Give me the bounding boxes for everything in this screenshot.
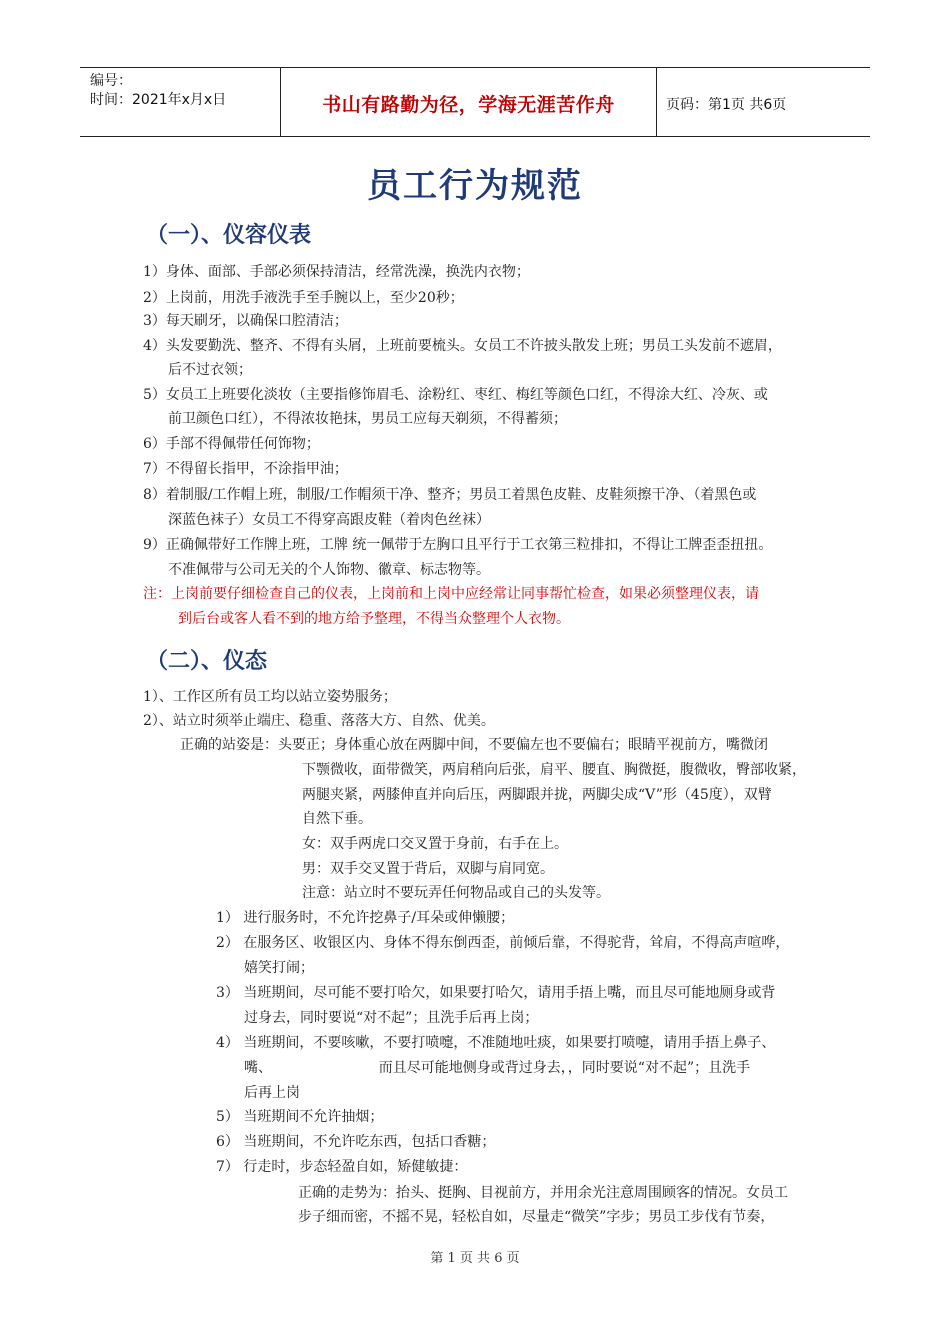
time-label: 时间：2021年x月x日 bbox=[90, 92, 227, 108]
list-item: 3）每天刷牙，以确保口腔清洁； bbox=[143, 313, 348, 329]
list-item-continuation: 前卫颜色口红），不得浓妆艳抹，男员工应每天剃须，不得蓄须； bbox=[168, 411, 567, 427]
number-label: 编号： bbox=[90, 73, 132, 89]
list-item: 1） 进行服务时，不允许挖鼻子/耳朵或伸懒腰； bbox=[216, 910, 515, 926]
section-heading-demeanor: （二）、仪态 bbox=[146, 649, 268, 674]
list-item: 6） 当班期间，不允许吃东西，包括口香糖； bbox=[216, 1134, 496, 1150]
list-item: 8）着制服/工作帽上班，制服/工作帽须干净、整齐；男员工着黑色皮鞋、皮鞋须擦干净、（着黑色或 bbox=[143, 487, 757, 503]
paragraph-line: 正确的走势为：抬头、挺胸、目视前方，并用余光注意周围顾客的情况。女员工 bbox=[298, 1185, 788, 1201]
list-item: 7）不得留长指甲，不涂指甲油； bbox=[143, 461, 348, 477]
list-item-continuation: 后不过衣领； bbox=[168, 362, 252, 378]
paragraph-line: 男：双手交叉置于背后，双脚与肩同宽。 bbox=[302, 861, 554, 877]
paragraph-line: 注意：站立时不要玩弄任何物品或自己的头发等。 bbox=[302, 885, 610, 901]
page-info: 页码：第1页 共6页 bbox=[666, 97, 787, 113]
list-item: 2） 在服务区、收银区内、身体不得东倒西歪，前倾后靠，不得驼背，耸肩，不得高声喧哗， bbox=[216, 935, 790, 951]
list-item: 4） 当班期间，不要咳嗽，不要打喷嚏，不准随地吐痰，如果要打喷嚏，请用手捂上鼻子、 bbox=[216, 1035, 776, 1051]
paragraph-line: 正确的站姿是：头要正；身体重心放在两脚中间，不要偏左也不要偏右；眼睛平视前方，嘴微闭 bbox=[180, 737, 768, 753]
paragraph-line: 自然下垂。 bbox=[302, 811, 372, 827]
list-item: 5）女员工上班要化淡妆（主要指修饰眉毛、涂粉红、枣红、梅红等颜色口红，不得涂大红、冷灰、或 bbox=[143, 387, 768, 403]
list-item-continuation: 嬉笑打闹； bbox=[244, 960, 314, 976]
list-item: 7） 行走时，步态轻盈自如，矫健敏捷： bbox=[216, 1159, 468, 1175]
list-item: 2）、站立时须举止端庄、稳重、落落大方、自然、优美。 bbox=[143, 713, 495, 729]
list-item-continuation: 后再上岗 bbox=[244, 1085, 300, 1101]
list-item: 4）头发要勤洗、整齐、不得有头屑，上班前要梳头。女员工不许披头散发上班；男员工头发前不遮眉， bbox=[143, 338, 782, 354]
paragraph-line: 步子细而密，不摇不晃，轻松自如，尽量走“微笑”字步；男员工步伐有节奏， bbox=[298, 1209, 775, 1225]
list-item: 3） 当班期间，尽可能不要打哈欠，如果要打哈欠，请用手捂上嘴，而且尽可能地厕身或背 bbox=[216, 985, 776, 1001]
document-header bbox=[80, 67, 870, 137]
page-title: 员工行为规范 bbox=[367, 166, 583, 206]
list-item: 1）、工作区所有员工均以站立姿势服务； bbox=[143, 689, 397, 705]
list-item: 1）身体、面部、手部必须保持清洁，经常洗澡，换洗内衣物； bbox=[143, 264, 530, 280]
section-heading-appearance: （一）、仪容仪表 bbox=[146, 223, 312, 248]
header-motto-cell bbox=[280, 68, 657, 136]
paragraph-line: 女：双手两虎口交叉置于身前，右手在上。 bbox=[302, 836, 568, 852]
list-item: 6）手部不得佩带任何饰物； bbox=[143, 436, 320, 452]
header-motto: 书山有路勤为径，学海无涯苦作舟 bbox=[322, 94, 615, 116]
paragraph-line: 两腿夹紧，两膝伸直并向后压，两脚跟并拢，两脚尖成“V”形（45度），双臂 bbox=[302, 787, 772, 803]
list-item: 5） 当班期间不允许抽烟； bbox=[216, 1109, 384, 1125]
list-item-continuation: 过身去，同时要说“对不起”；且洗手后再上岗； bbox=[244, 1010, 539, 1026]
list-item-continuation: 深蓝色袜子）女员工不得穿高跟皮鞋（着肉色丝袜） bbox=[168, 512, 490, 528]
list-item-continuation: 嘴、 而且尽可能地侧身或背过身去，，同时要说“对不起”；且洗手 bbox=[244, 1060, 751, 1076]
page-footer: 第 1 页 共 6 页 bbox=[430, 1251, 520, 1266]
header-meta bbox=[90, 72, 226, 110]
note-line: 到后台或客人看不到的地方给予整理，不得当众整理个人衣物。 bbox=[178, 611, 570, 627]
note-line: 注：上岗前要仔细检查自己的仪表，上岗前和上岗中应经常让同事帮忙检查，如果必须整理仪表，请 bbox=[143, 586, 759, 602]
paragraph-line: 下颚微收，面带微笑，两肩稍向后张，肩平、腰直、胸微挺，腹微收，臀部收紧， bbox=[302, 762, 806, 778]
list-item-continuation: 不准佩带与公司无关的个人饰物、徽章、标志物等。 bbox=[168, 562, 490, 578]
list-item: 9）正确佩带好工作牌上班，工牌 统一佩带于左胸口且平行于工衣第三粒排扣，不得让工牌歪歪扭扭。 bbox=[143, 537, 773, 553]
list-item: 2）上岗前，用洗手液洗手至手腕以上，至少20秒； bbox=[143, 290, 464, 306]
